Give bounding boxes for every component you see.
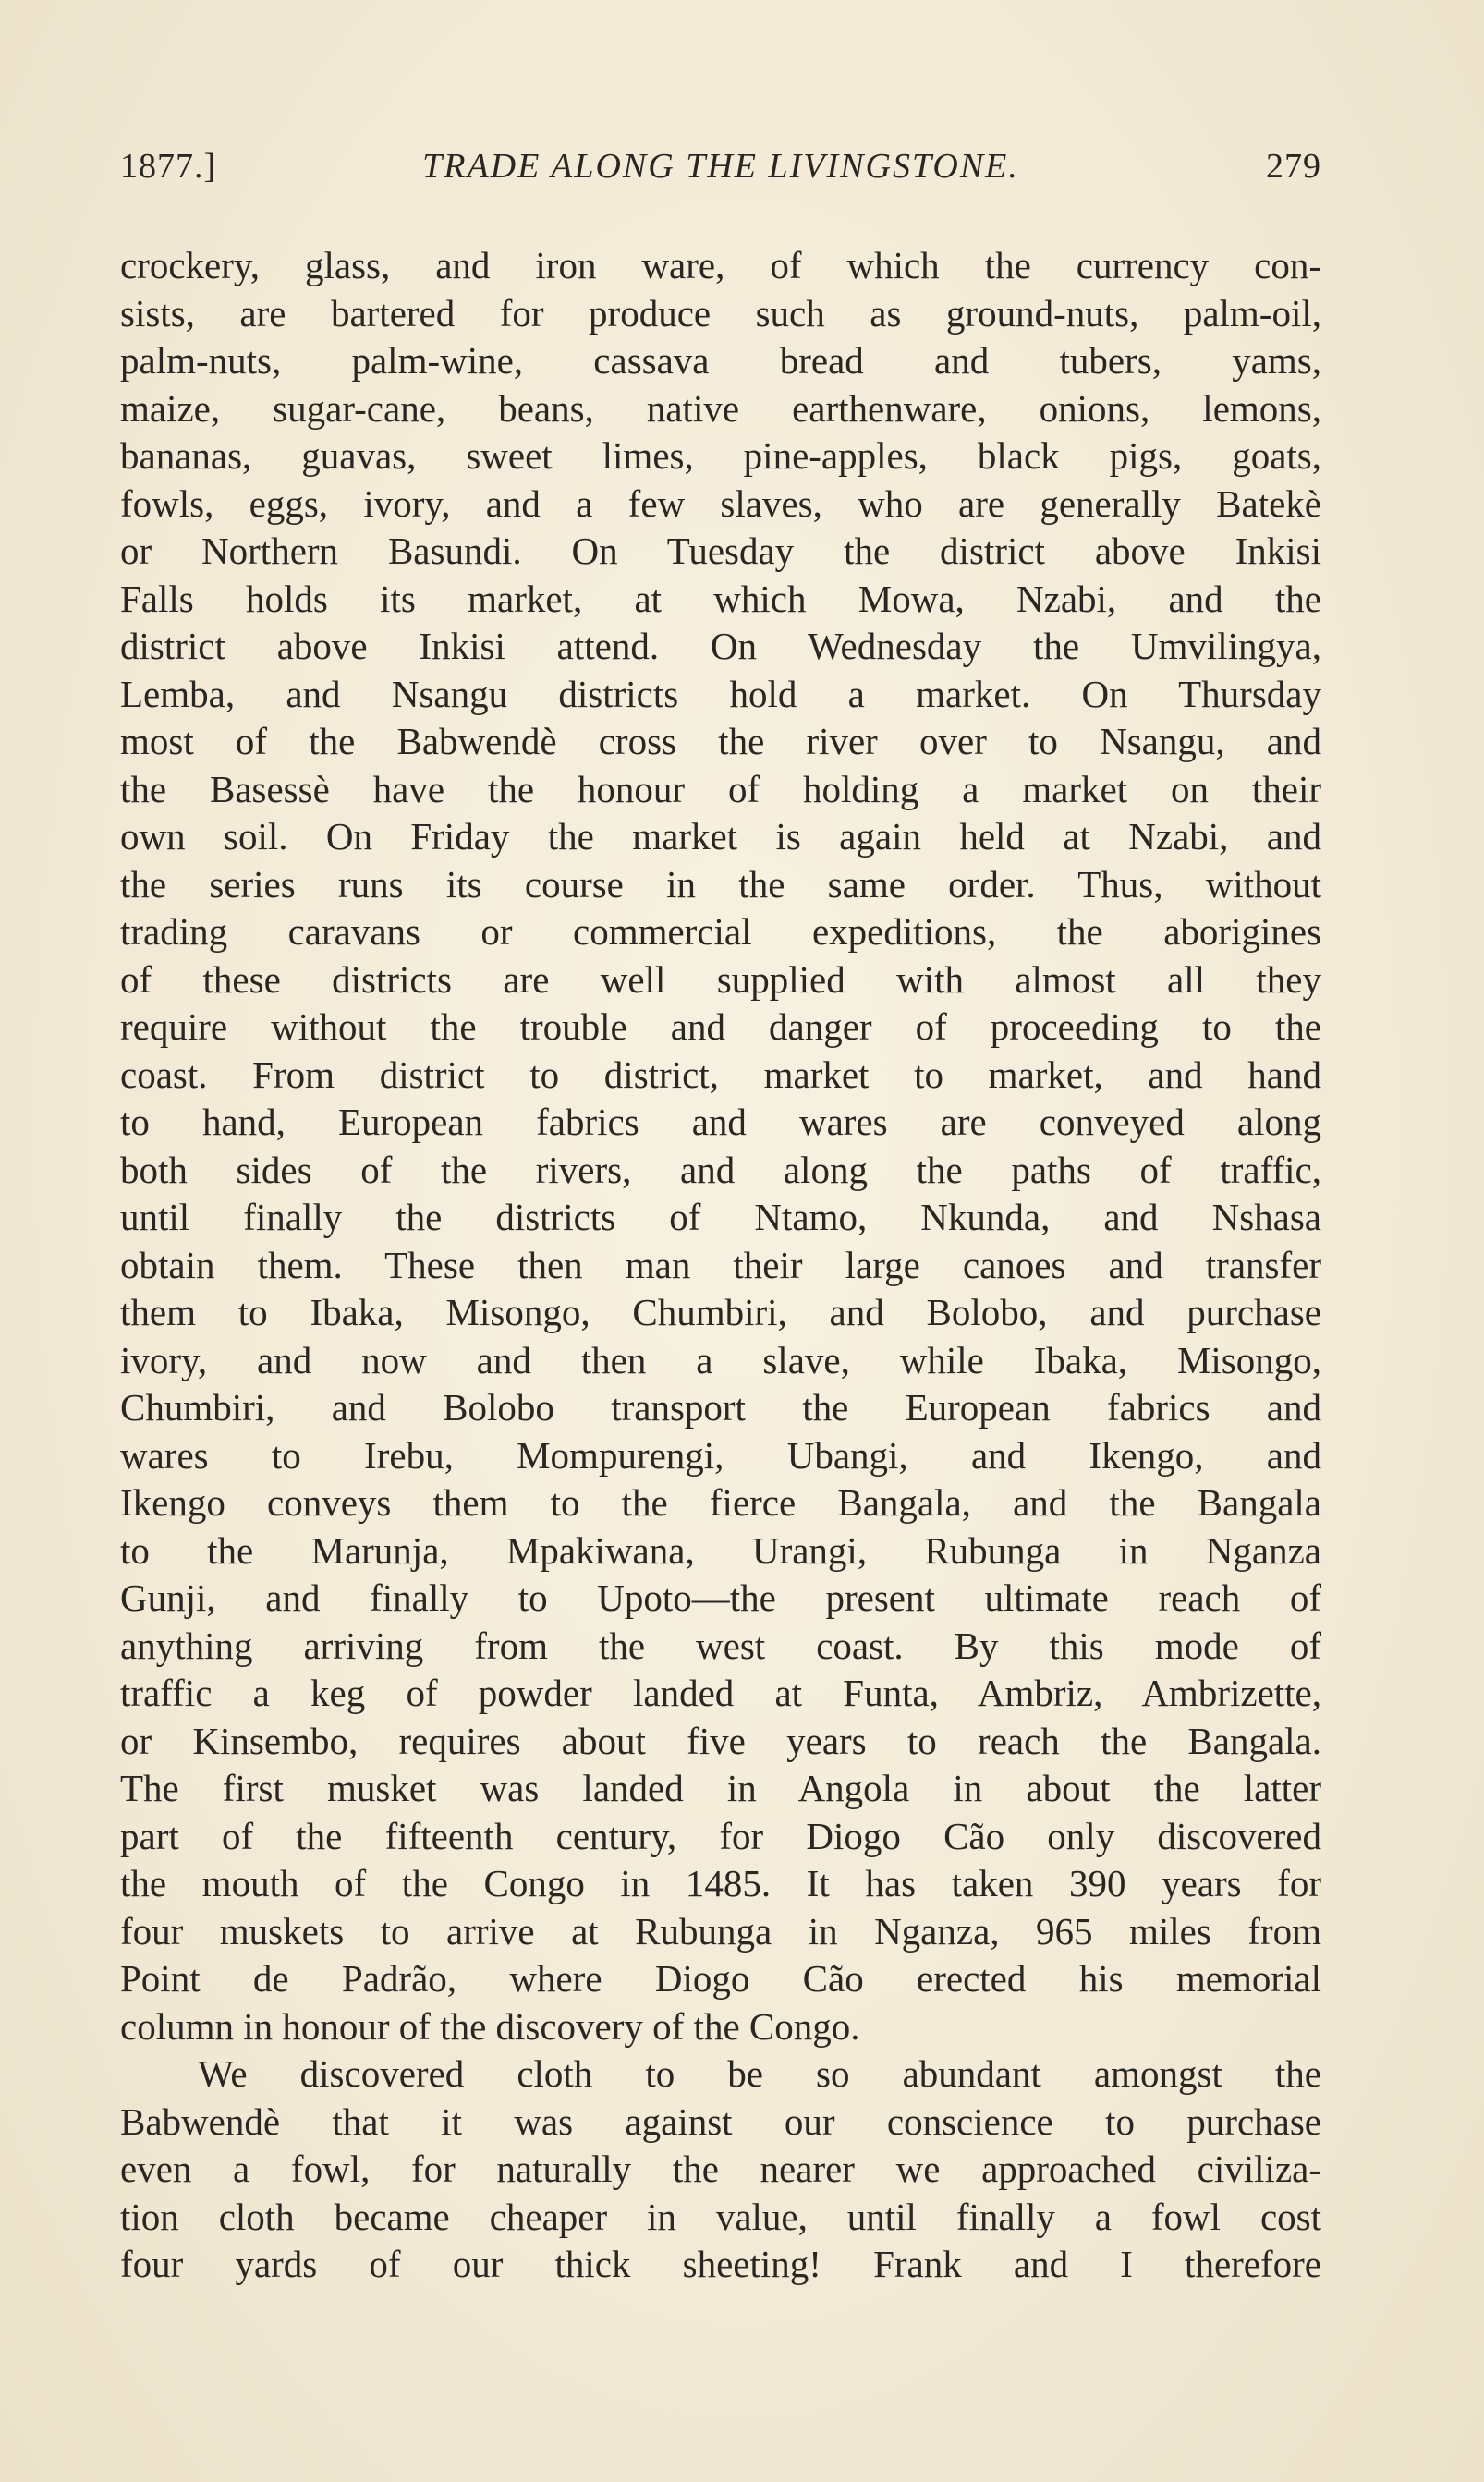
text-line: crockery, glass, and iron ware, of which the currency con- xyxy=(120,244,1321,286)
text-line: anything arriving from the west coast. By this mode of xyxy=(120,1624,1321,1667)
text-line: Ikengo conveys them to the fierce Bangala, and the Bangala xyxy=(120,1481,1321,1524)
text-line: to the Marunja, Mpakiwana, Urangi, Rubunga in Nganza xyxy=(120,1528,1321,1572)
text-line: to hand, European fabrics and wares are conveyed along xyxy=(120,1101,1321,1143)
text-line: ivory, and now and then a slave, while Ibaka, Misongo, xyxy=(120,1338,1321,1381)
text-line: or Northern Basundi. On Tuesday the district above Inkisi xyxy=(120,529,1321,572)
text-line: or Kinsembo, requires about five years to reach the Bangala. xyxy=(120,1719,1321,1762)
text-line: them to Ibaka, Misongo, Chumbiri, and Bolobo, and purchase xyxy=(120,1291,1321,1333)
running-title: TRADE ALONG THE LIVINGSTONE. xyxy=(422,147,1019,186)
text-line: part of the fifteenth century, for Diogo Cão only discovered xyxy=(120,1814,1321,1857)
text-line: Gunji, and finally to Upoto—the present ultimate reach of xyxy=(120,1576,1321,1619)
text-line: require without the trouble and danger of proceeding to the xyxy=(120,1005,1321,1048)
text-line: Lemba, and Nsangu districts hold a market. On Thursday xyxy=(120,672,1321,715)
page-number: 279 xyxy=(1266,147,1321,186)
text-line-paragraph-end: column in honour of the discovery of the Congo. xyxy=(120,2004,860,2048)
text-line: four muskets to arrive at Rubunga in Nganza, 965 miles from xyxy=(120,1909,1321,1953)
text-line: most of the Babwendè cross the river over to Nsangu, and xyxy=(120,720,1321,762)
body-text xyxy=(120,242,1321,2289)
text-line: Falls holds its market, at which Mowa, Nzabi, and the xyxy=(120,577,1321,620)
header-year: 1877.] xyxy=(120,147,217,186)
text-line: four yards of our thick sheeting! Frank and I therefore xyxy=(120,2243,1321,2285)
text-line: the mouth of the Congo in 1485. It has taken 390 years for xyxy=(120,1862,1321,1904)
text-line: both sides of the rivers, and along the paths of traffic, xyxy=(120,1148,1321,1191)
text-line: traffic a keg of powder landed at Funta, Ambriz, Ambrizette, xyxy=(120,1672,1321,1714)
text-line: bananas, guavas, sweet limes, pine-apples, black pigs, goats, xyxy=(120,434,1321,477)
page-header xyxy=(120,146,1321,201)
text-line: own soil. On Friday the market is again held at Nzabi, and xyxy=(120,815,1321,858)
text-line: trading caravans or commercial expeditions, the aborigines xyxy=(120,910,1321,953)
text-line: the Basessè have the honour of holding a market on their xyxy=(120,767,1321,810)
text-line: obtain them. These then man their large canoes and transfer xyxy=(120,1243,1321,1286)
text-line: coast. From district to district, market to market, and hand xyxy=(120,1052,1321,1096)
text-line: wares to Irebu, Mompurengi, Ubangi, and Ikengo, and xyxy=(120,1433,1321,1477)
text-line: of these districts are well supplied with almost all they xyxy=(120,957,1321,1001)
text-line: Point de Padrão, where Diogo Cão erected his memorial xyxy=(120,1957,1321,2000)
text-line: Chumbiri, and Bolobo transport the European fabrics and xyxy=(120,1386,1321,1429)
text-line: fowls, eggs, ivory, and a few slaves, who are generally Batekè xyxy=(120,481,1321,525)
text-line: tion cloth became cheaper in value, until finally a fowl cost xyxy=(120,2195,1321,2238)
text-line: district above Inkisi attend. On Wednesday the Umvilingya, xyxy=(120,625,1321,667)
text-line: The first musket was landed in Angola in about the latter xyxy=(120,1767,1321,1809)
text-line: maize, sugar-cane, beans, native earthenware, onions, lemons, xyxy=(120,386,1321,430)
text-line: palm-nuts, palm-wine, cassava bread and tubers, yams, xyxy=(120,339,1321,382)
text-line: until finally the districts of Ntamo, Nkunda, and Nshasa xyxy=(120,1196,1321,1238)
text-line-paragraph-start: We discovered cloth to be so abundant amongst the xyxy=(198,2052,1321,2095)
text-line: sists, are bartered for produce such as ground-nuts, palm-oil, xyxy=(120,291,1321,335)
text-line: the series runs its course in the same order. Thus, without xyxy=(120,862,1321,906)
text-line: even a fowl, for naturally the nearer we approached civiliza- xyxy=(120,2147,1321,2190)
text-line: Babwendè that it was against our conscience to purchase xyxy=(120,2099,1321,2143)
